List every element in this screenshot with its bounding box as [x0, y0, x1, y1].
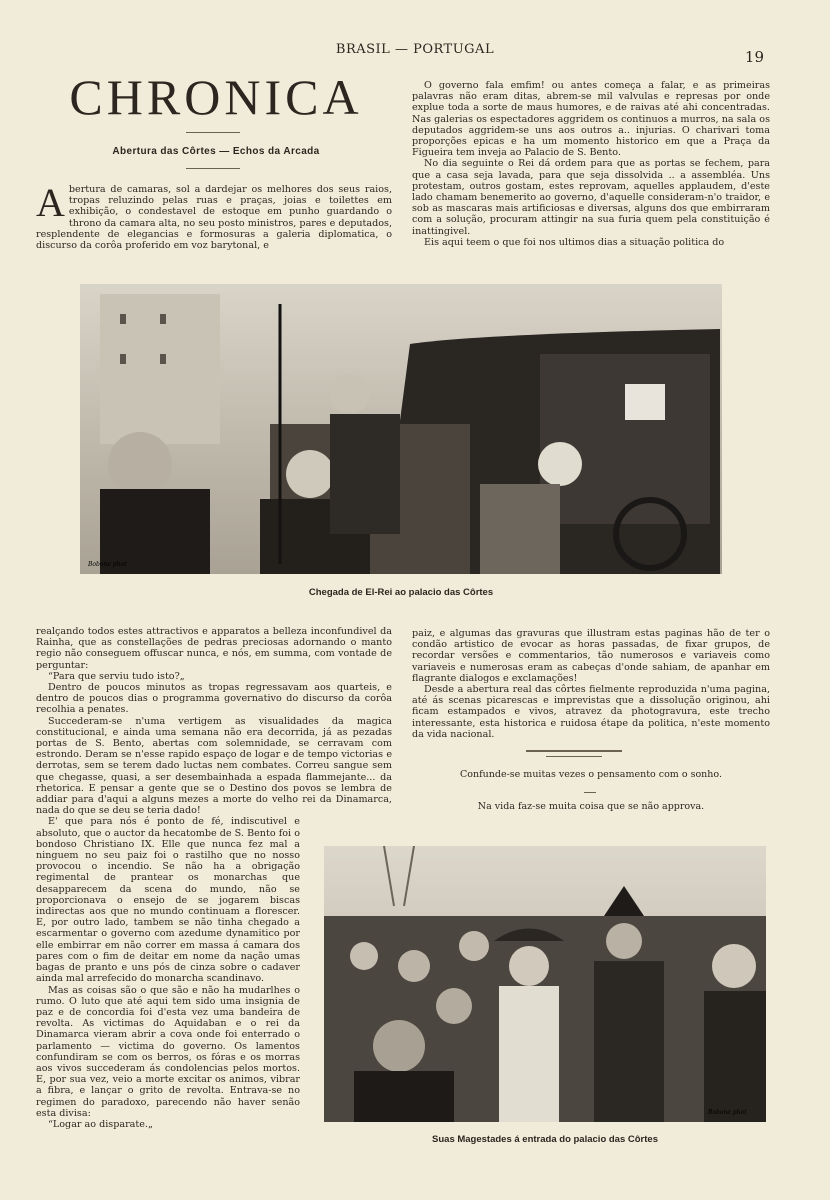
photo-signature: Bobone phot [708, 1109, 747, 1116]
paragraph: O governo fala emfim! ou antes começa a falar, e as primeiras palavras não eram ditas, abrem-se mil valvulas e represas por onde explue toda a sorte de maus humores, e de raivas até ahi concentradas. Nas galerias os espectadores aggridem os continuos a murros, na sala os deputados aggridem-se uns aos outros a.. injurias. O charivari toma proporções epicas e ha um momento historico em que a Praça da Figueira tem inveja ao Palacio de S. Bento. [412, 80, 770, 159]
paragraph: Desde a abertura real das côrtes fielmente reproduzida n'uma pagina, até ás scenas picarescas e imprevistas que a dissolução originou, ahi ficam estampados e vivos, atravez da photogravura, este trecho interessante, esta historica e ruidosa étape da politica, n'este momento da vida nacional. [412, 684, 770, 740]
right-bottom-column [412, 628, 770, 740]
photo-signature: Bobone phot [88, 561, 127, 568]
page-number: 19 [744, 48, 764, 66]
paragraph: No dia seguinte o Rei dá ordem para que as portas se fechem, para que a casa seja lavada, para que seja dissolvida .. a assembléa. Uns protestam, outros gostam, estes reprovam, aquelles applaudem, d'este lado chamam benemerito ao governo, d'aquelle consideram-n'o traidor, e sob as mascaras mais artificiosas e diversas, alguns dos que embirraram com a solução, procuram attingir na sua furia quem pela constituição é inattingivel. [412, 158, 770, 237]
paragraph: Succederam-se n'uma vertigem as visualidades da magica constitucional, e ainda uma semana não era decorrida, já as pezadas portas de S. Bento, abertas com solemnidade, se cerravam com estrondo. Deram se n'esse rapido espaço de logar e de tempo victorias e derrotas, sem se terem dado luctas nem combates. Correu sangue sem que chegasse, quasi, a ser desembainhada a espada flammejante... da rhetorica. E pensar a gente que se o Destino dos povos se lembra de addiar para d'aqui a alguns mezes a morte do velho rei da Dinamarca, nada do que se deu se teria dado! [36, 715, 392, 817]
running-header: BRASIL — PORTUGAL [335, 42, 495, 57]
photo-majesties-entrance [324, 846, 766, 1122]
photo-king-arrival [80, 284, 722, 574]
quote-line: “Para que serviu tudo isto?„ [48, 670, 185, 682]
title-rule [186, 132, 240, 133]
caption-photo-2: Suas Magestades á entrada do palacio das Côrtes [432, 1134, 658, 1145]
paragraph: Mas as coisas são o que são e não ha mudarlhes o rumo. O luto que até aqui tem sido uma insignia de paz e de concordia foi d'esta vez uma bandeira de revolta. As victimas do Aquidaban e o rei da Dinamarca vieram abrir a cova onde foi enterrado o parlamento — victima do governo. Os lamentos confundiram se com os berros, os fóras e os morras aos vivos succederam ás condolencias pelos mortos. E, por sua vez, veio a morte excitar os animos, vibrar a fibra, e lançar o grito de revolta. Entrava-se no regimen do paradoxo, parecendo não haver senão esta divisa: [36, 984, 300, 1119]
king-arrival-illustration [80, 284, 722, 574]
article-subtitle: Abertura das Côrtes — Echos da Arcada [112, 146, 320, 157]
intro-text: bertura de camaras, sol a dardejar os melhores dos seus raios, tropas reluzindo pelas ruas e praças, joias e toilettes em exhibição, o condestavel de estoque em punho guardando o throno da camara alta, no seu posto ministros, pares e deputados, resplendente de elegancias e formosuras a galeria diplomatica, o discurso da corôa proferido em voz barytonal, e [36, 184, 392, 252]
caption-photo-1: Chegada de El-Rei ao palacio das Côrtes [308, 587, 494, 598]
intro-column [36, 180, 392, 252]
section-divider [526, 750, 622, 752]
paragraph: Dentro de poucos minutos as tropas regressavam aos quarteis, e dentro de poucos dias o programma governativo do discurso da corôa recolhia a penates. [36, 682, 392, 716]
paragraph: realçando todos estes attractivos e apparatos a belleza inconfundivel da Rainha, que as constellações de pedras preciosas adornando o manto regio não conseguem offuscar nunca, e nós, em summa, com vontade de perguntar: [36, 626, 392, 671]
proverb-divider [584, 792, 596, 793]
paragraph: Eis aqui teem o que foi nos ultimos dias a situação politica do [424, 236, 725, 248]
proverb-2: Na vida faz-se muita coisa que se não approva. [477, 801, 705, 812]
paragraph: paiz, e algumas das gravuras que illustram estas paginas hão de ter o condão artistico de evocar as horas passadas, de fixar grupos, de recordar versões e commentarios, tão numerosos e variaveis como variaveis e numerosas eram as cabeças d'onde sahiam, de apanhar em flagrante dialogos e exclamações! [412, 628, 770, 684]
section-divider [546, 756, 602, 757]
article-title: CHRONICA [69, 69, 363, 125]
subtitle-rule [186, 168, 240, 169]
paragraph: E' que para nós é ponto de fé, indiscutivel e absoluto, que o auctor da hecatombe de S. Bento foi o bondoso Christiano IX. Elle que nunca fez mal a ninguem no seu paiz foi o rastilho que no nosso provocou o incendio. Se não ha a obrigação regimental de prantear os monarchas que desapparecem da scena do mundo, não se proporcionava o ensejo de se jogarem biscas indirectas aos que no mundo continuam a florescer. E, por outro lado, tambem se não tinha chegado a escarmentar o governo com azedume dynamitico por elle embirrar em não correr em massa á camara dos pares com o fim de deitar em nome da nação umas bagas de pranto e uns pós de cinza sobre o cadaver ainda mal arrefecido do monarcha scandinavo. [36, 816, 300, 985]
right-top-column [412, 80, 770, 248]
quote-line: “Logar ao disparate.„ [48, 1118, 153, 1130]
dropcap-letter: A [36, 180, 65, 225]
majesties-entrance-illustration [324, 846, 766, 1122]
proverb-1: Confunde-se muitas vezes o pensamento com o sonho. [460, 769, 722, 780]
